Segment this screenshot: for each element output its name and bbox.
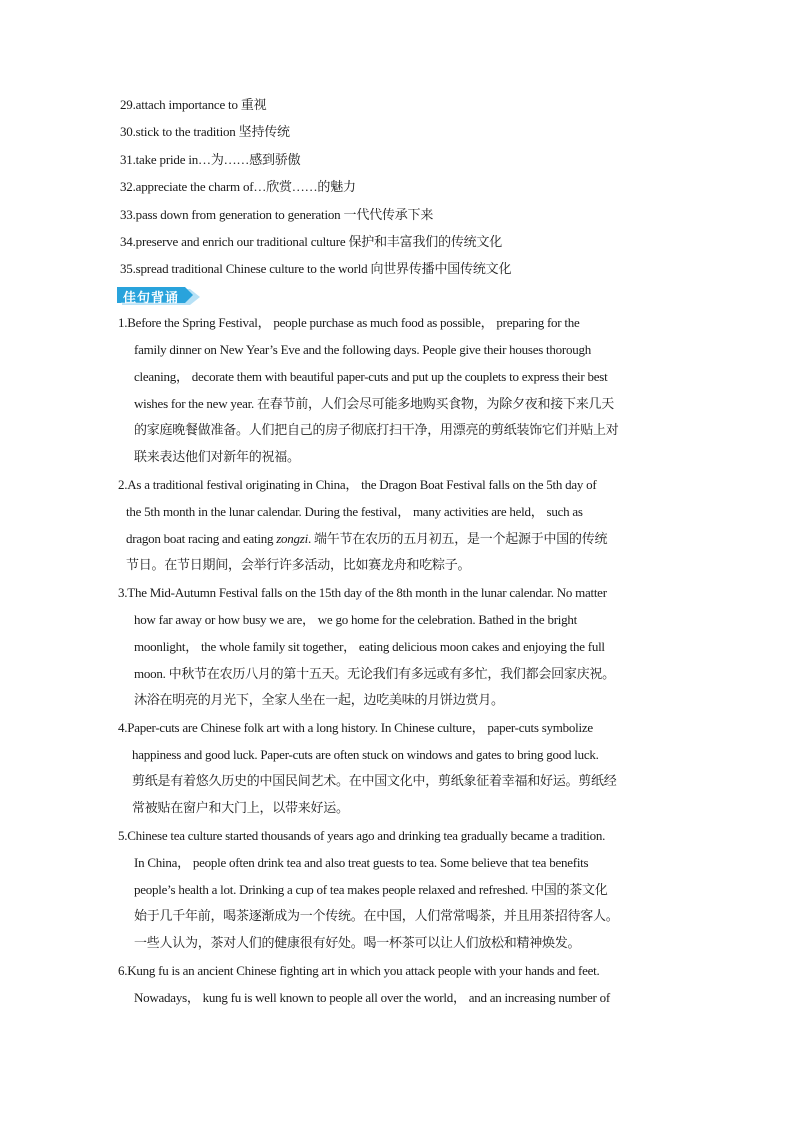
phrase-item: 30.stick to the tradition 坚持传统: [120, 124, 290, 140]
sentence-text: dragon boat racing and eating: [126, 531, 277, 546]
sentence-line: 3.The Mid-Autumn Festival falls on the 15th day of the 8th month in the lunar calendar. No matter: [118, 585, 607, 600]
sentence-line: happiness and good luck. Paper-cuts are often stuck on windows and gates to bring good luck.: [132, 747, 599, 762]
sentence-line: 5.Chinese tea culture started thousands of years ago and drinking tea gradually became a tradition.: [118, 828, 606, 843]
key-sentences-list: [118, 309, 678, 1011]
phrase-item: 32.appreciate the charm of…欣赏……的魅力: [120, 179, 356, 195]
sentence-item-3: [118, 579, 678, 714]
sentence-line: family dinner on New Year’s Eve and the following days. People give their houses thorough: [134, 342, 591, 357]
sentence-line: 的家庭晚餐做准备。人们把自己的房子彻底打扫干净，用漂亮的剪纸装饰它们并贴上对: [134, 423, 619, 438]
sentence-line: 联来表达他们对新年的祝福。: [134, 450, 300, 465]
phrase-item: 35.spread traditional Chinese culture to the world 向世界传播中国传统文化: [120, 261, 512, 277]
sentence-text: . 端午节在农历的五月初五，是一个起源于中国的传统: [307, 531, 608, 546]
sentence-line: 常被贴在窗户和大门上，以带来好运。: [132, 801, 349, 816]
sentence-line: moonlight， the whole family sit together， eating delicious moon cakes and enjoying the full: [134, 639, 605, 654]
sentence-item-2: [118, 471, 678, 579]
sentence-line: 1.Before the Spring Festival， people purchase as much food as possible， preparing for the: [118, 315, 580, 330]
sentence-line: Nowadays， kung fu is well known to people all over the world， and an increasing number of: [134, 990, 610, 1005]
sentence-line: 沐浴在明亮的月光下，全家人坐在一起，边吃美味的月饼边赏月。: [134, 693, 504, 708]
italic-term: zongzi: [276, 531, 308, 546]
sentence-line: wishes for the new year. 在春节前，人们会尽可能多地购买食物，为除夕夜和接下来几天: [134, 396, 614, 411]
sentence-item-1: [118, 309, 678, 471]
sentence-item-6: [118, 957, 678, 1011]
phrase-item: 29.attach importance to 重视: [120, 97, 267, 112]
sentence-line: 2.As a traditional festival originating in China， the Dragon Boat Festival falls on the 5th day of: [118, 477, 597, 492]
sentence-line: 一些人认为，茶对人们的健康很有好处。喝一杯茶可以让人们放松和精神焕发。: [134, 936, 581, 951]
sentence-line: the 5th month in the lunar calendar. During the festival， many activities are held， such as: [126, 504, 583, 519]
sentence-line: 4.Paper-cuts are Chinese folk art with a long history. In Chinese culture， paper-cuts symbolize: [118, 720, 593, 735]
section-tag-label: 佳句背诵: [123, 291, 180, 306]
sentence-line: 剪纸是有着悠久历史的中国民间艺术。在中国文化中，剪纸象征着幸福和好运。剪纸经: [132, 774, 617, 789]
sentence-line: cleaning， decorate them with beautiful paper-cuts and put up the couplets to express their best: [134, 369, 608, 384]
phrase-item: 34.preserve and enrich our traditional culture 保护和丰富我们的传统文化: [120, 233, 503, 249]
sentence-line: moon. 中秋节在农历八月的第十五天。无论我们有多远或有多忙，我们都会回家庆祝。: [134, 666, 615, 681]
phrase-item: 31.take pride in…为……感到骄傲: [120, 151, 301, 167]
sentence-line: people’s health a lot. Drinking a cup of tea makes people relaxed and refreshed. 中国的茶文化: [134, 882, 608, 897]
sentence-item-5: [118, 822, 678, 957]
section-tag-key-sentences: [117, 285, 201, 307]
sentence-line: 节日。在节日期间，会举行许多活动，比如赛龙舟和吃粽子。: [126, 558, 471, 573]
sentence-line: 始于几千年前，喝茶逐渐成为一个传统。在中国，人们常常喝茶，并且用茶招待客人。: [134, 909, 619, 924]
sentence-item-4: [118, 714, 678, 822]
sentence-line: how far away or how busy we are， we go home for the celebration. Bathed in the bright: [134, 612, 577, 627]
sentence-line: 6.Kung fu is an ancient Chinese fighting art in which you attack people with your hands and feet.: [118, 963, 600, 978]
sentence-line: In China， people often drink tea and also treat guests to tea. Some believe that tea benefits: [134, 855, 589, 870]
sentence-line: [118, 525, 678, 552]
phrase-item: 33.pass down from generation to generation 一代代传承下来: [120, 206, 434, 222]
phrase-list: [120, 94, 511, 286]
